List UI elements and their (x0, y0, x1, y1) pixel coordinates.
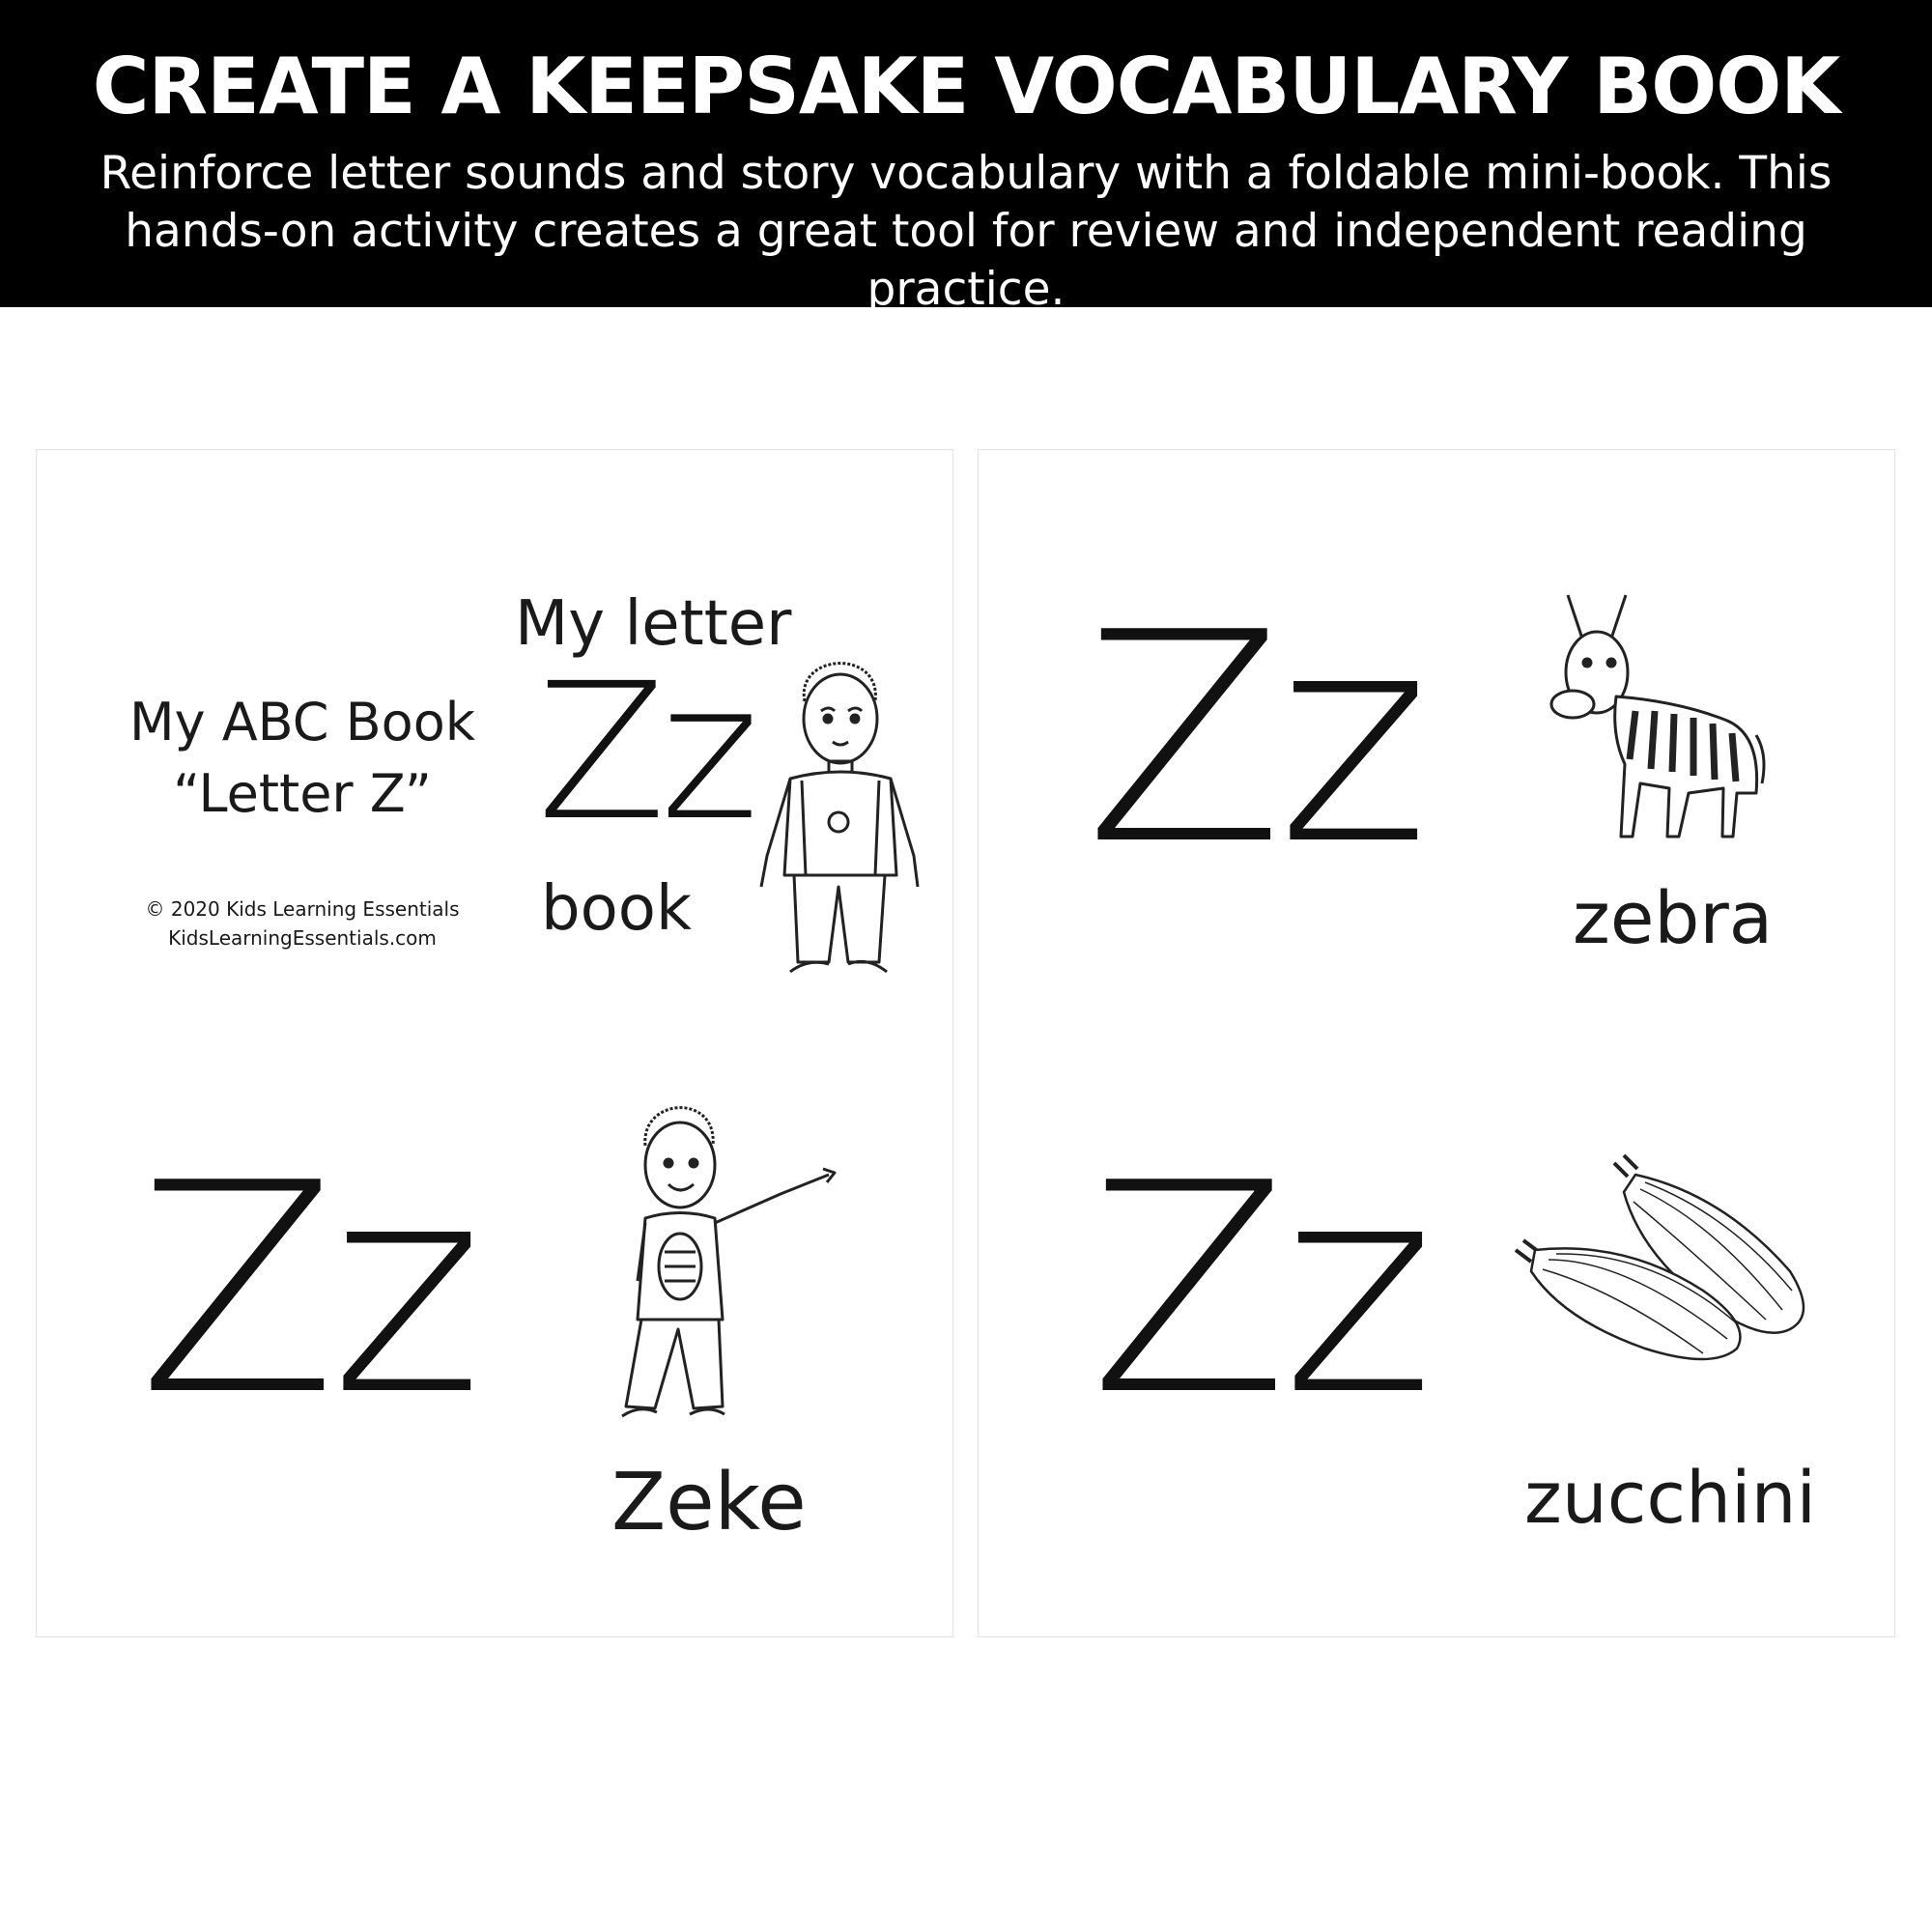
copyright-text: © 2020 Kids Learning Essentials (145, 897, 460, 921)
banner-title: CREATE A KEEPSAKE VOCABULARY BOOK (92, 42, 1840, 131)
cover-title-line-2: “Letter Z” (173, 763, 432, 824)
zucchini-card-letters: Zz (1090, 1122, 1429, 1459)
cover-title (75, 687, 529, 830)
zebra-word: zebra (1573, 877, 1774, 960)
zebra-illustration (1544, 590, 1776, 851)
boy-pointing-illustration (616, 1088, 838, 1435)
book-word: book (541, 873, 692, 945)
book-letters: Zz (537, 642, 753, 862)
banner-subtitle (19, 145, 1913, 319)
zeke-card-letters: Zz (138, 1122, 477, 1459)
banner-subtitle-line-1: Reinforce letter sounds and story vocabulary with a foldable mini-book. This (99, 147, 1833, 200)
zeke-word: Zeke (611, 1457, 807, 1548)
boy-standing-illustration (752, 634, 925, 981)
cover-credits (75, 895, 529, 952)
cover-title-line-1: My ABC Book (128, 692, 475, 753)
banner-subtitle-line-2: hands-on activity creates a great tool for review and independent reading practice. (125, 205, 1807, 316)
header-banner (0, 0, 1932, 316)
zebra-card-letters: Zz (1085, 571, 1424, 908)
zucchini-word: zucchini (1524, 1457, 1817, 1540)
book-heading: My letter (515, 588, 792, 660)
left-page (36, 449, 953, 1637)
website-text: KidsLearningEssentials.com (168, 926, 437, 950)
zucchini-illustration (1510, 1146, 1838, 1378)
right-page (978, 449, 1895, 1637)
